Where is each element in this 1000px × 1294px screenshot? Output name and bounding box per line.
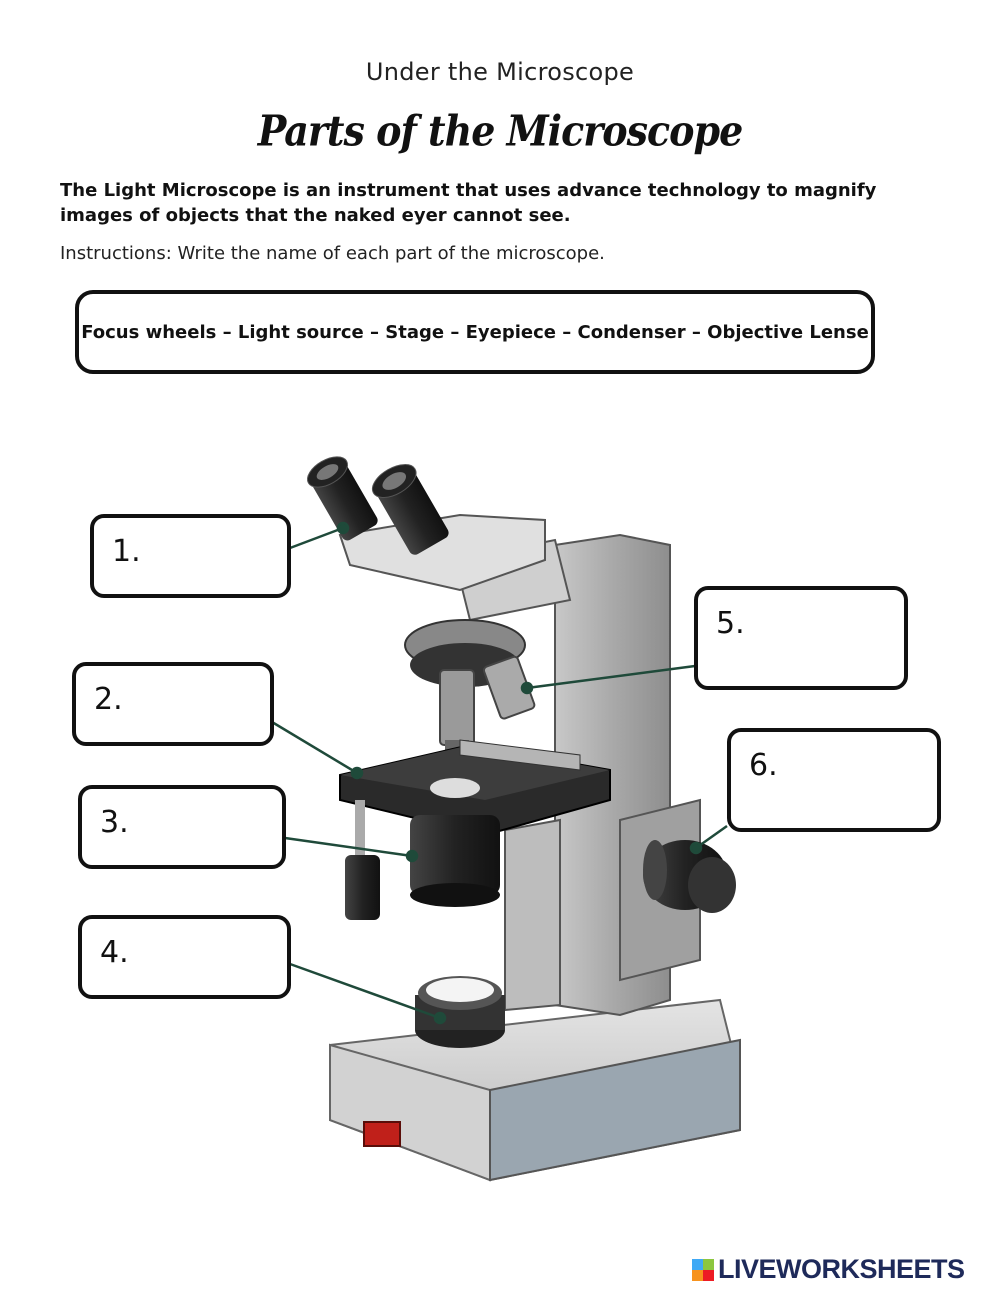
label-box-2[interactable]	[72, 662, 274, 746]
page-subtitle: Under the Microscope	[365, 58, 635, 86]
label-box-6[interactable]	[727, 728, 941, 832]
power-switch-icon	[364, 1122, 400, 1146]
footer-brand[interactable]	[692, 1254, 965, 1285]
condenser-icon	[345, 800, 500, 920]
label-box-5[interactable]	[694, 586, 908, 690]
label-number-4: 4.	[100, 935, 129, 970]
light-source-icon	[415, 976, 505, 1048]
brand-name: LIVEWORKSHEETS	[718, 1254, 965, 1284]
label-number-2: 2.	[94, 682, 123, 717]
page-title: Parts of the Microscope	[257, 105, 743, 156]
liveworksheets-logo-icon	[692, 1259, 714, 1281]
label-number-3: 3.	[100, 805, 129, 840]
word-bank-text: Focus wheels – Light source – Stage – Eyepiece – Condenser – Objective Lense	[81, 321, 869, 343]
label-box-3[interactable]	[78, 785, 286, 869]
microscope-base	[330, 1000, 740, 1180]
microscope-head	[340, 515, 570, 687]
label-number-1: 1.	[112, 534, 141, 569]
label-number-5: 5.	[716, 606, 745, 641]
label-number-6: 6.	[749, 748, 778, 783]
label-box-4[interactable]	[78, 915, 291, 999]
instructions-text: Instructions: Write the name of each part of the microscope.	[60, 243, 605, 264]
label-box-1[interactable]	[90, 514, 291, 598]
intro-text: The Light Microscope is an instrument that uses advance technology to magnify images of objects that the naked eyer cannot see.	[60, 180, 877, 226]
